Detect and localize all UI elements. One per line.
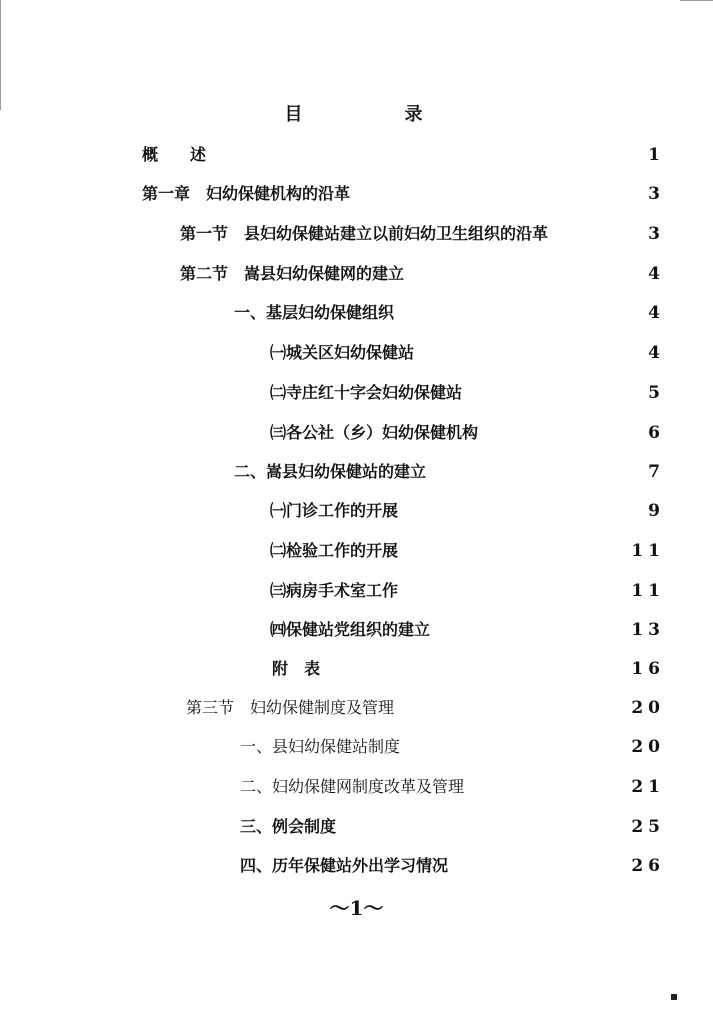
- toc-entry-label: ㈡寺庄红十字会妇幼保健站: [270, 383, 463, 402]
- toc-entry-page: 26: [631, 856, 665, 876]
- toc-entry-label: ㈣保健站党组织的建立: [270, 620, 431, 639]
- toc-entry-page: 11: [631, 541, 665, 561]
- toc-entry-page: 4: [648, 303, 665, 323]
- scan-speck: [671, 994, 677, 1000]
- toc-entry-page: 3: [648, 184, 665, 204]
- toc-entry-page: 13: [631, 620, 665, 640]
- toc-entry-label: 一、基层妇幼保健组织: [234, 303, 395, 322]
- toc-entry-page: 5: [648, 383, 665, 403]
- toc-entry-label: ㈢各公社（乡）妇幼保健机构: [270, 423, 479, 442]
- toc-entry-label: ㈠门诊工作的开展: [270, 501, 399, 520]
- page-number-footer: ～1～: [329, 896, 384, 920]
- toc-entry-label: 第二节 嵩县妇幼保健网的建立: [180, 264, 405, 283]
- toc-entry-label: 第三节 妇幼保健制度及管理: [186, 698, 395, 717]
- toc-entry-label: 第一章 妇幼保健机构的沿革: [142, 184, 351, 203]
- toc-entry-page: 20: [631, 698, 665, 718]
- toc-entry-page: 4: [648, 264, 665, 284]
- toc-entry-page: 4: [648, 343, 665, 363]
- toc-entry-label: 二、嵩县妇幼保健站的建立: [234, 462, 427, 481]
- toc-entry-label: ㈢病房手术室工作: [270, 581, 399, 600]
- toc-entry-label: 四、历年保健站外出学习情况: [240, 856, 449, 875]
- toc-title: 目 录: [284, 104, 465, 125]
- toc-entry-page: 21: [631, 777, 665, 797]
- toc-entry-page: 3: [648, 224, 665, 244]
- toc-entry-label: 概 述: [142, 145, 207, 164]
- toc-entry-page: 20: [631, 737, 665, 757]
- toc-entry-label: 第一节 县妇幼保健站建立以前妇幼卫生组织的沿革: [180, 224, 549, 243]
- toc-entry-label: 附 表: [272, 659, 321, 678]
- toc-entry-label: ㈡检验工作的开展: [270, 541, 399, 560]
- toc-entry-label: 一、县妇幼保健站制度: [240, 737, 401, 756]
- toc-entry-label: ㈠城关区妇幼保健站: [270, 343, 415, 362]
- toc-entry-page: 7: [648, 462, 665, 482]
- toc-entry-page: 16: [631, 659, 665, 679]
- toc-entry-page: 1: [648, 145, 665, 165]
- toc-entry-label: 三、例会制度: [240, 817, 337, 836]
- toc-entry-label: 二、妇幼保健网制度改革及管理: [240, 777, 465, 796]
- toc-entry-page: 6: [648, 423, 665, 443]
- toc-entry-page: 25: [631, 817, 665, 837]
- toc-entry-page: 11: [631, 581, 665, 601]
- toc-entry-page: 9: [648, 501, 665, 521]
